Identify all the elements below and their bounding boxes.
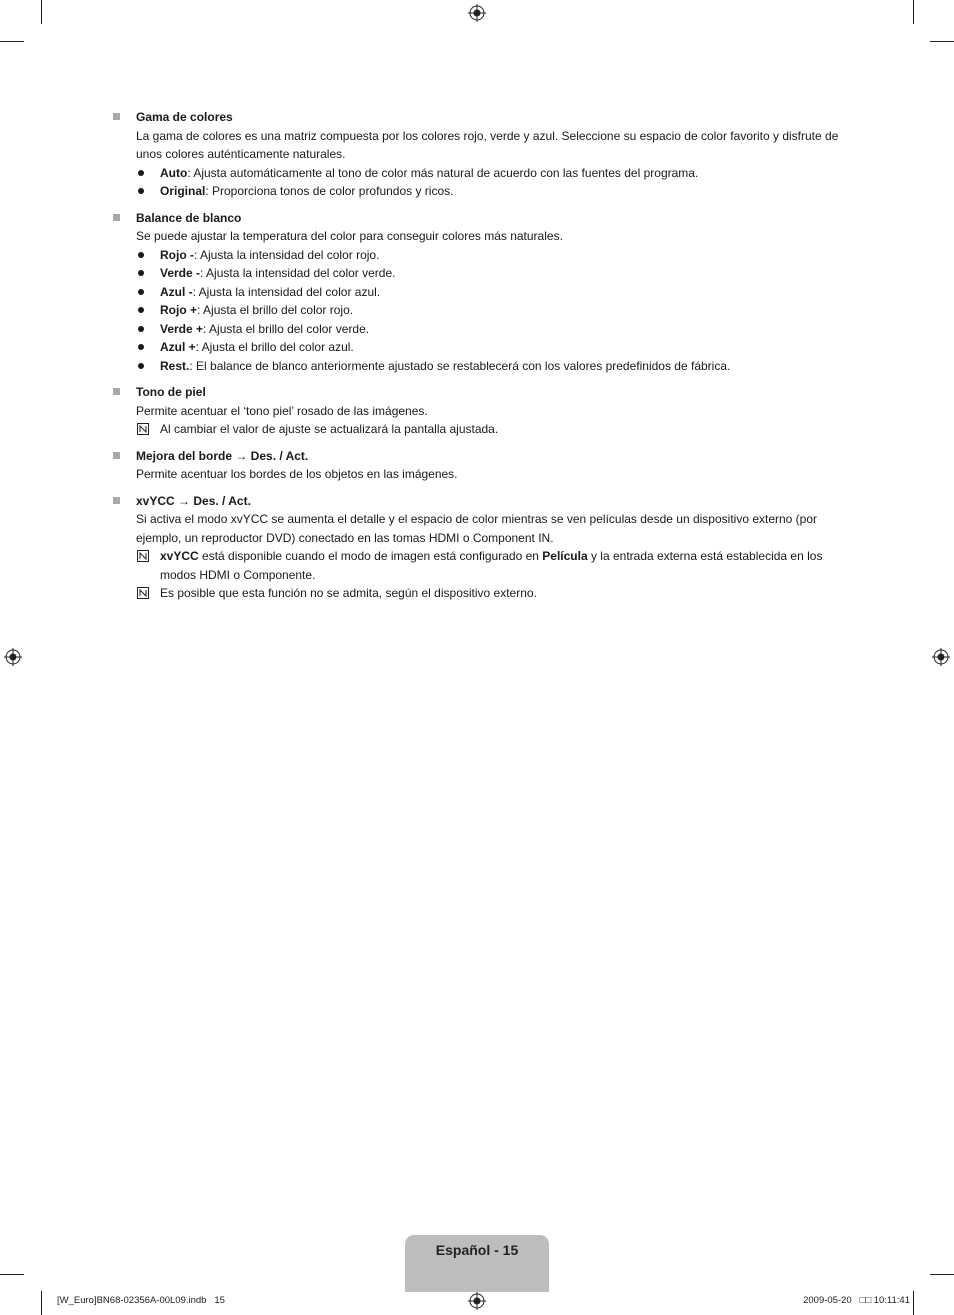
note-icon	[137, 423, 149, 435]
section-paragraph: Se puede ajustar la temperatura del color para conseguir colores más naturales.	[136, 229, 563, 243]
item-text: : Ajusta el brillo del color verde.	[203, 321, 370, 336]
crop-mark	[930, 41, 954, 42]
section-paragraph: Permite acentuar el ‘tono piel’ rosado de las imágenes.	[136, 403, 428, 418]
item-term: Original	[160, 184, 206, 198]
item-term: Verde -	[160, 266, 201, 280]
section-paragraph: La gama de colores es una matriz compuesta por los colores rojo, verde y azul. Seleccione su espacio de color favorito y disfrute de unos colores auténticamente naturales.	[136, 128, 839, 161]
note-item	[136, 420, 843, 439]
bullet-dot-icon	[138, 270, 144, 276]
note-text: está disponible cuando el modo de imagen está configurado en	[198, 549, 543, 563]
section-mejora-del-borde	[113, 447, 843, 484]
footer-datetime: 2009-05-20 □□ 10:11:41	[803, 1295, 910, 1306]
list-item	[136, 320, 843, 339]
note-icon	[137, 550, 149, 562]
section-title: xvYCC → Des. / Act.	[136, 493, 251, 508]
item-text: : Ajusta el brillo del color azul.	[195, 340, 354, 354]
list-item	[136, 264, 843, 283]
section-title: Balance de blanco	[136, 210, 242, 225]
item-term: Auto	[160, 165, 188, 180]
square-bullet-icon	[113, 214, 120, 221]
item-text: : El balance de blanco anteriormente ajustado se restablecerá con los valores predefinidos de fábrica.	[189, 358, 731, 373]
crop-mark	[0, 1274, 24, 1275]
registration-mark-icon	[932, 648, 950, 666]
bullet-dot-icon	[138, 344, 144, 350]
crop-mark	[930, 1274, 954, 1275]
note-icon	[137, 587, 149, 599]
list-item	[136, 164, 843, 183]
bullet-dot-icon	[138, 170, 144, 176]
list-item	[136, 283, 843, 302]
registration-mark-icon	[4, 648, 22, 666]
section-balance-de-blanco	[113, 209, 843, 376]
list-item	[136, 357, 843, 376]
bullet-dot-icon	[138, 289, 144, 295]
item-text: : Ajusta la intensidad del color verde.	[200, 266, 396, 280]
section-title: Mejora del borde → Des. / Act.	[136, 448, 309, 463]
note-term: Película	[542, 549, 588, 563]
square-bullet-icon	[113, 452, 120, 459]
item-term: Rojo -	[160, 247, 194, 262]
section-paragraph: Permite acentuar los bordes de los objetos en las imágenes.	[136, 467, 458, 481]
item-text: : Ajusta el brillo del color rojo.	[197, 303, 354, 317]
item-text: : Proporciona tonos de color profundos y ricos.	[205, 184, 454, 198]
bullet-dot-icon	[138, 326, 144, 332]
list-item	[136, 182, 843, 201]
item-term: Rest.	[160, 358, 190, 373]
bullet-dot-icon	[138, 252, 144, 258]
page-number-label: Español - 15	[435, 1242, 519, 1258]
list-item	[136, 246, 843, 265]
section-gama-de-colores	[113, 108, 843, 201]
crop-mark	[0, 41, 24, 42]
note-text: Al cambiar el valor de ajuste se actualizará la pantalla ajustada.	[160, 422, 499, 436]
section-xvycc	[113, 492, 843, 603]
bullet-dot-icon	[138, 188, 144, 194]
registration-mark-icon	[468, 1292, 486, 1310]
item-text: : Ajusta la intensidad del color rojo.	[194, 247, 380, 262]
item-text: : Ajusta automáticamente al tono de color más natural de acuerdo con las fuentes del programa.	[187, 165, 699, 180]
note-text: y la entrada externa está establecida en los modos HDMI o Componente.	[160, 549, 823, 582]
manual-content	[113, 108, 843, 611]
item-text: : Ajusta la intensidad del color azul.	[192, 284, 381, 299]
item-term: Azul -	[160, 284, 193, 299]
section-title: Gama de colores	[136, 110, 233, 124]
square-bullet-icon	[113, 388, 120, 395]
section-paragraph: Si activa el modo xvYCC se aumenta el detalle y el espacio de color mientras se ven películas desde un dispositivo externo (por ejemplo, un reproductor DVD) conectado en las tomas HDMI o Component IN.	[136, 512, 818, 545]
note-text: Es posible que esta función no se admita, según el dispositivo externo.	[160, 586, 537, 600]
bullet-dot-icon	[138, 307, 144, 313]
square-bullet-icon	[113, 113, 120, 120]
note-term: xvYCC	[160, 549, 199, 563]
note-item	[136, 584, 843, 603]
list-item	[136, 301, 843, 320]
footer-file-info: [W_Euro]BN68-02356A-00L09.indb 15	[57, 1295, 225, 1306]
section-title: Tono de piel	[136, 385, 206, 399]
square-bullet-icon	[113, 497, 120, 504]
item-term: Verde +	[160, 321, 204, 336]
item-term: Rojo +	[160, 303, 198, 317]
crop-mark	[41, 0, 42, 24]
list-item	[136, 338, 843, 357]
section-tono-de-piel	[113, 383, 843, 439]
crop-mark	[913, 0, 914, 24]
registration-mark-icon	[468, 4, 486, 22]
note-item	[136, 547, 843, 584]
bullet-dot-icon	[138, 363, 144, 369]
crop-mark	[41, 1291, 42, 1315]
crop-mark	[913, 1291, 914, 1315]
item-term: Azul +	[160, 340, 196, 354]
